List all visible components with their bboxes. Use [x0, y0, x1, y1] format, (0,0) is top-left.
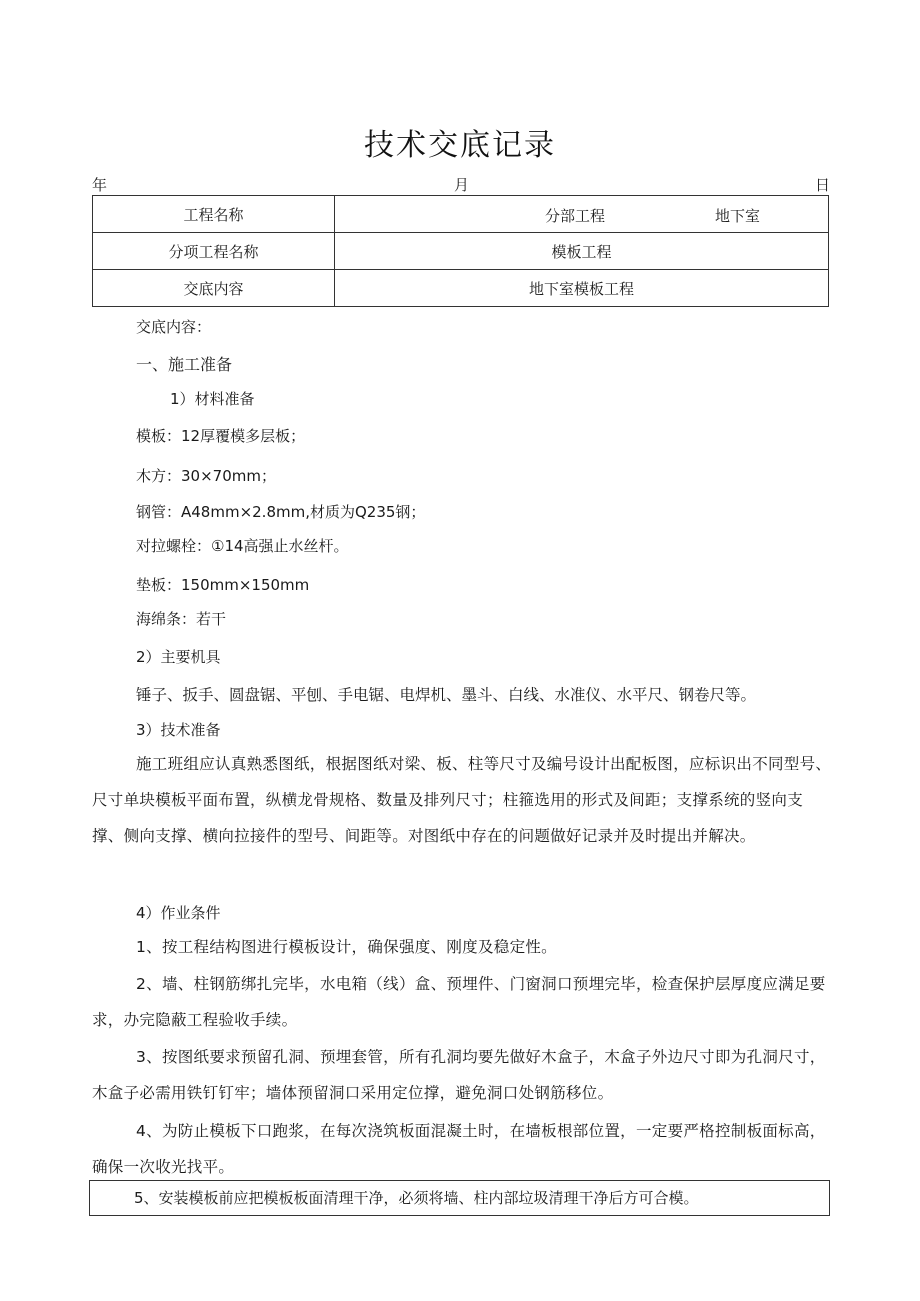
tech-paragraph: 施工班组应认真熟悉图纸，根据图纸对梁、板、柱等尺寸及编号设计出配板图，应标识出不同型号、尺寸单块模板平面布置，纵横龙骨规格、数量及排列尺寸；柱箍选用的形式及间距；支撑系统的竖向支撑、侧向支撑、横向拉接件的型号、间距等。对图纸中存在的问题做好记录并及时提出并解决。: [92, 755, 832, 845]
table-row: [93, 196, 829, 233]
condition-item: 4、为防止模板下口跑浆，在每次浇筑板面混凝土时，在墙板根部位置，一定要严格控制板面标高，确保一次收光找平。: [92, 1122, 826, 1176]
subsection-tech: 3）技术准备: [136, 721, 221, 739]
table-row: [93, 270, 829, 307]
division-label: 分部工程: [545, 207, 606, 225]
content-heading: 交底内容：: [136, 318, 212, 336]
division-value: 地下室: [715, 207, 761, 225]
subsection-conditions: 4）作业条件: [136, 904, 221, 922]
material-item: 木方：30×70mm；: [136, 467, 276, 485]
date-year-label: 年: [92, 176, 108, 194]
table-row: [93, 233, 829, 270]
condition-item: 1、按工程结构图进行模板设计，确保强度、刚度及稳定性。: [136, 938, 557, 956]
project-name-cell: [335, 196, 829, 233]
subitem-value: 模板工程: [335, 233, 829, 270]
info-table: [92, 195, 829, 307]
content-value: 地下室模板工程: [335, 270, 829, 307]
material-item: 垫板：150mm×150mm: [136, 576, 310, 594]
date-row: [92, 174, 830, 196]
section-heading: 一、施工准备: [136, 355, 233, 374]
content-label: 交底内容: [93, 270, 335, 307]
subitem-label: 分项工程名称: [93, 233, 335, 270]
material-item: 海绵条：若干: [136, 610, 227, 628]
subsection-materials: 1）材料准备: [170, 390, 255, 408]
subsection-tools: 2）主要机具: [136, 648, 221, 666]
project-name-label: 工程名称: [93, 196, 335, 233]
date-day-label: 日: [814, 176, 830, 194]
material-item: 模板：12厚覆模多层板；: [136, 427, 306, 445]
condition-item: 2、墙、柱钢筋绑扎完毕，水电箱（线）盒、预埋件、门窗洞口预埋完毕，检查保护层厚度应满足要求，办完隐蔽工程验收手续。: [92, 975, 826, 1029]
tools-list: 锤子、扳手、圆盘锯、平刨、手电锯、电焊机、墨斗、白线、水准仪、水平尺、钢卷尺等。: [136, 686, 757, 704]
material-item: 钢管：A48mm×2.8mm,材质为Q235钢；: [136, 503, 426, 521]
condition-item-boxed: 5、安装模板前应把模板板面清理干净，必须将墙、柱内部垃圾清理干净后方可合模。: [89, 1180, 830, 1216]
date-month-label: 月: [454, 176, 470, 194]
material-item: 对拉螺栓：①14高强止水丝杆。: [136, 537, 349, 555]
condition-item: 3、按图纸要求预留孔洞、预埋套管，所有孔洞均要先做好木盒子，木盒子外边尺寸即为孔洞尺寸，木盒子必需用铁钉钉牢；墙体预留洞口采用定位撑，避免洞口处钢筋移位。: [92, 1048, 826, 1102]
document-title: 技术交底记录: [364, 128, 556, 163]
